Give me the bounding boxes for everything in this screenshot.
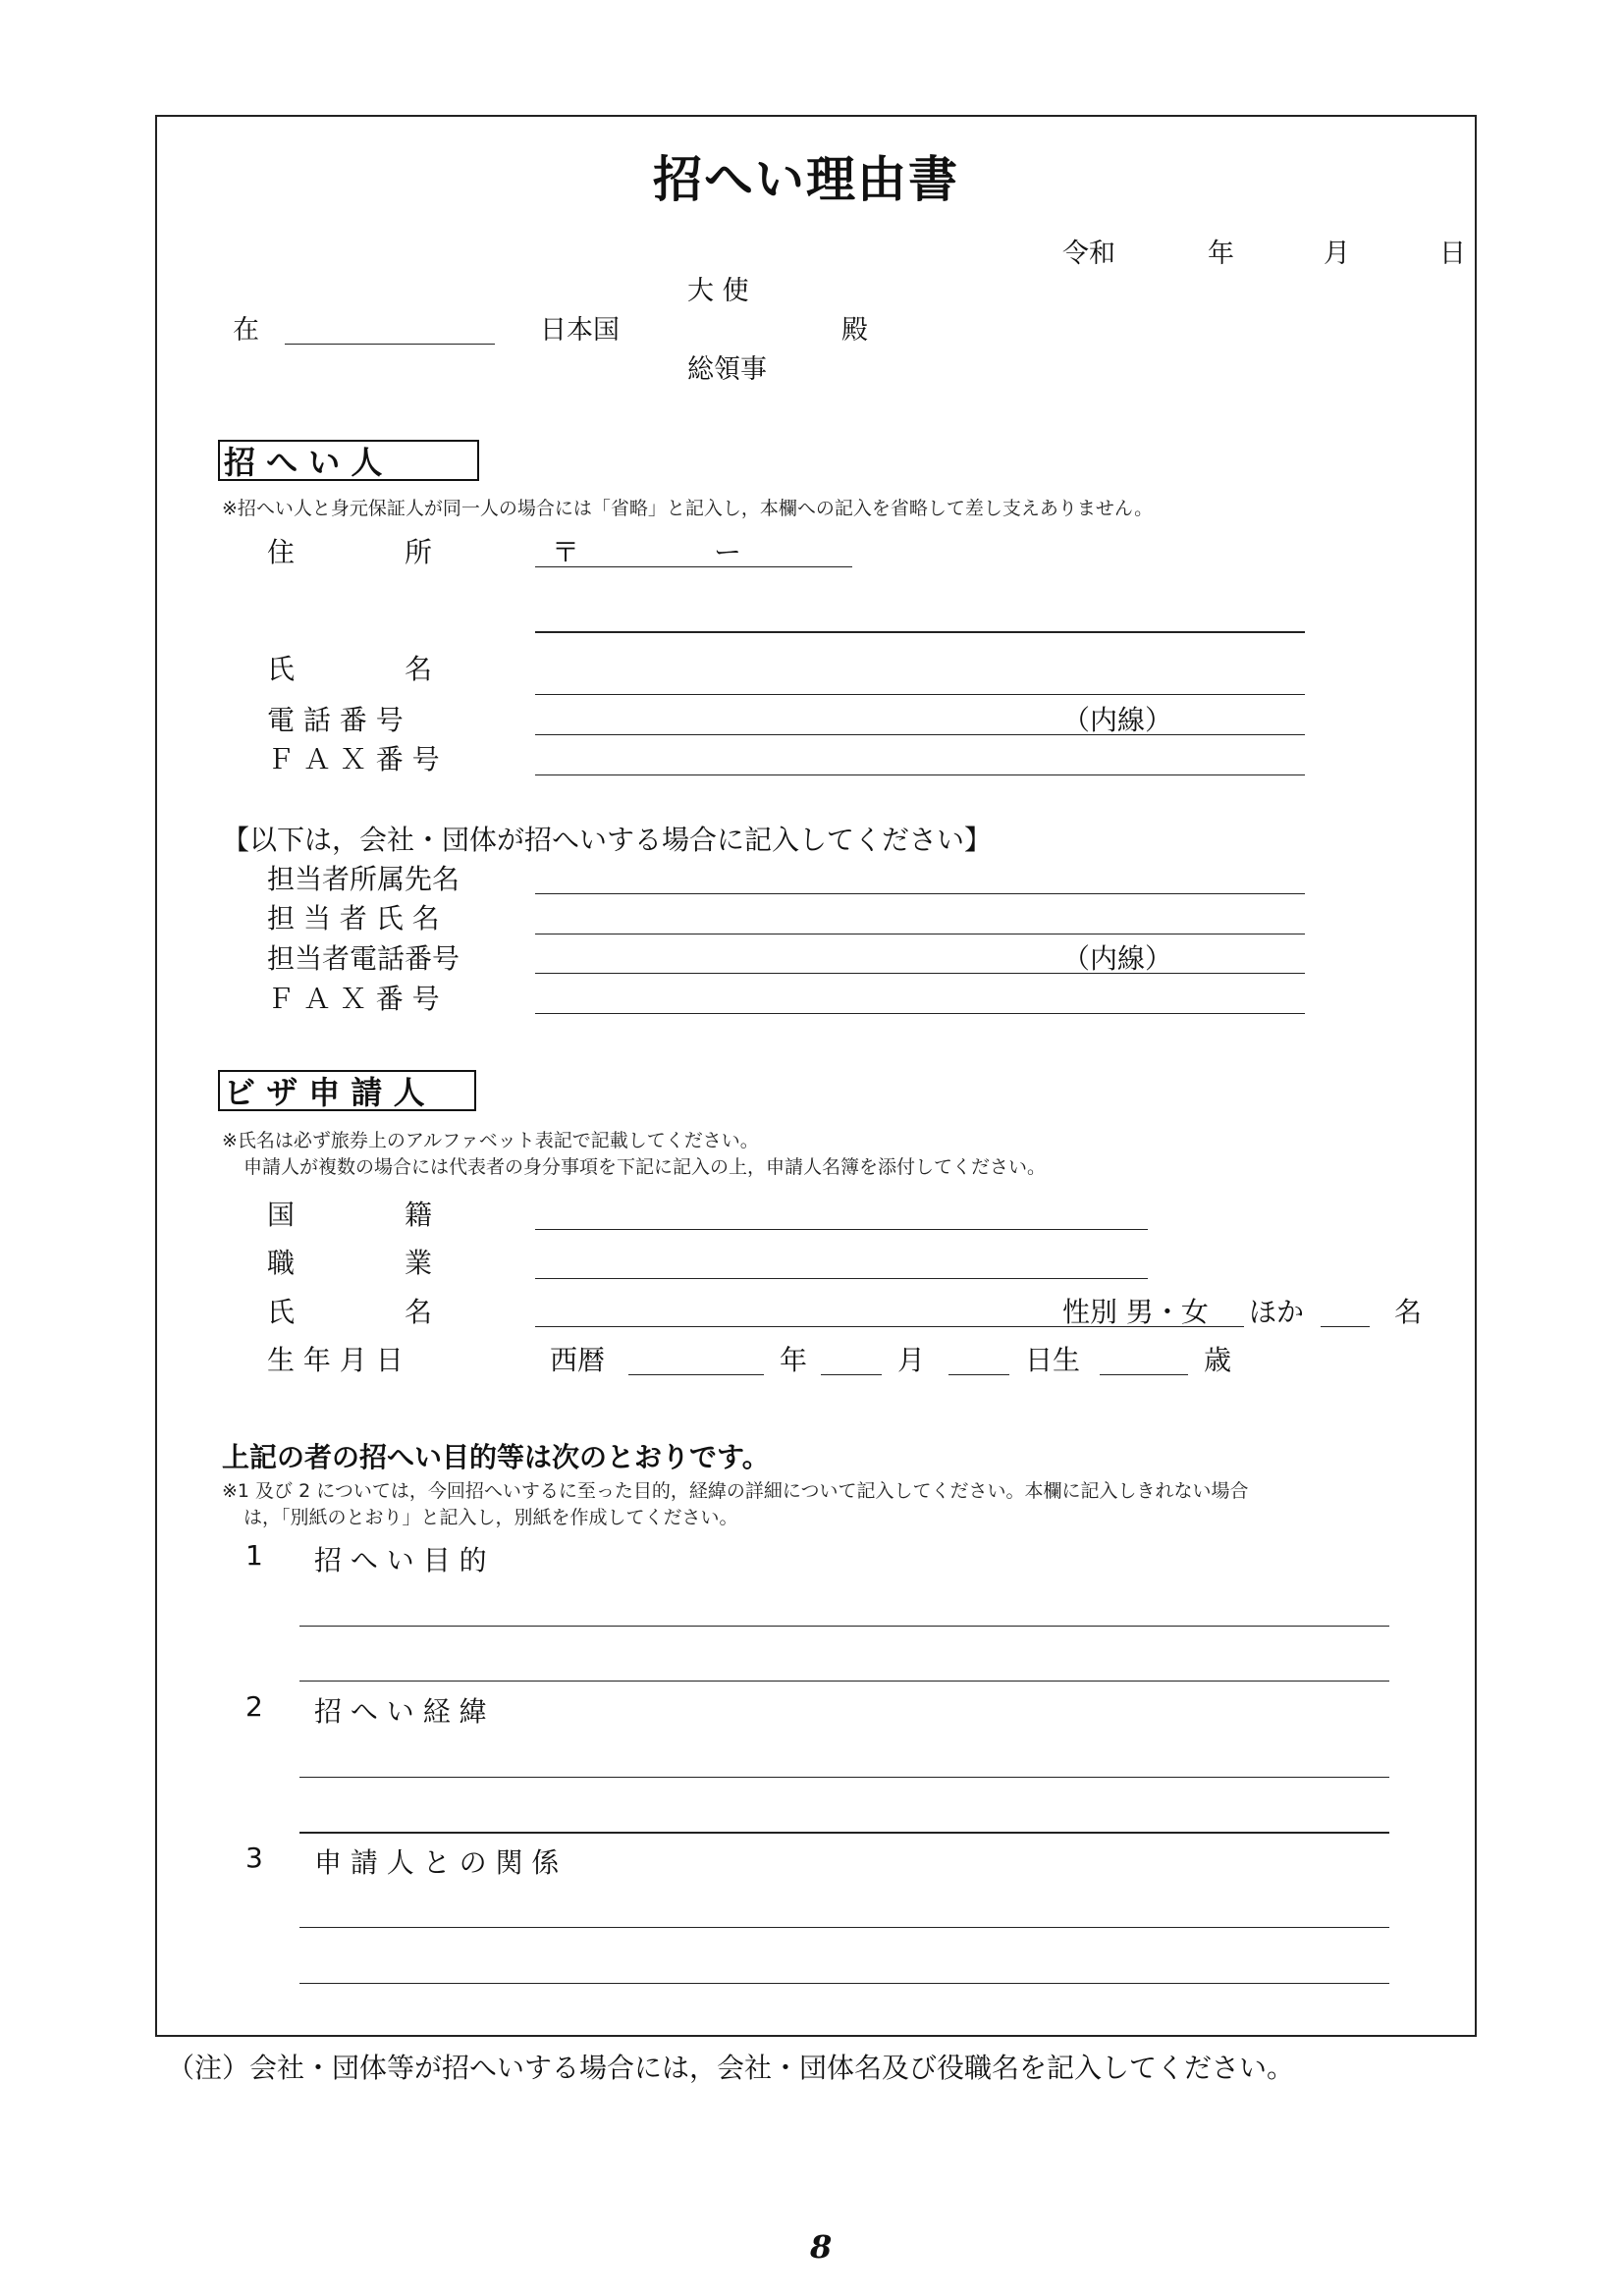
footnote: （注）会社・団体等が招へいする場合には，会社・団体名及び役職名を記入してください。 <box>167 2052 1295 2084</box>
applicant-heading: ビ ザ 申 請 人 <box>218 1070 476 1111</box>
purpose-item-1-line-2[interactable] <box>299 1681 1389 1682</box>
form-title: 招へい理由書 <box>653 151 959 208</box>
applicant-name-field[interactable] <box>535 1326 1244 1327</box>
applicant-gender: 性別 男・女 <box>1062 1296 1209 1328</box>
applicant-count-field[interactable] <box>1321 1326 1370 1327</box>
addressee-honorific: 殿 <box>841 315 868 346</box>
postal-dash: ー <box>714 536 742 568</box>
company-extension-label: （内線） <box>1062 942 1173 975</box>
applicant-birth-label: 生 年 月 日 <box>267 1344 404 1376</box>
birth-month-field[interactable] <box>821 1374 882 1375</box>
company-dept-label: 担当者所属先名 <box>267 863 460 895</box>
inviter-phone-label: 電 話 番 号 <box>267 704 404 736</box>
purpose-item-3-line-1[interactable] <box>299 1927 1389 1928</box>
applicant-nationality-field[interactable] <box>535 1229 1148 1230</box>
date-era: 令和 <box>1062 239 1115 269</box>
birth-day-field[interactable] <box>948 1374 1009 1375</box>
birth-seireki: 西暦 <box>550 1344 606 1376</box>
birth-age: 歳 <box>1204 1344 1232 1376</box>
applicant-note-1: ※氏名は必ず旅券上のアルファベット表記で記載してください。 <box>222 1130 759 1151</box>
postal-code-field[interactable] <box>535 566 852 567</box>
purpose-item-2-label: 招 へ い 経 緯 <box>314 1695 487 1728</box>
birth-day-born: 日生 <box>1025 1344 1081 1376</box>
inviter-fax-field[interactable] <box>535 774 1305 775</box>
applicant-count-unit: 名 <box>1394 1296 1423 1328</box>
birth-year-field[interactable] <box>628 1374 764 1375</box>
applicant-occupation-field[interactable] <box>535 1278 1148 1279</box>
purpose-item-2-line-1[interactable] <box>299 1777 1389 1778</box>
applicant-name-label: 氏 名 <box>267 1296 433 1328</box>
inviter-heading: 招 へ い 人 <box>218 440 479 481</box>
addressee-consul: 総領事 <box>687 354 767 385</box>
applicant-note-2: 申請人が複数の場合には代表者の身分事項を下記に記入の上，申請人名簿を添付してください。 <box>244 1156 1047 1178</box>
applicant-occupation-label: 職 業 <box>267 1247 433 1279</box>
date-day: 日 <box>1439 239 1466 269</box>
company-fax-field[interactable] <box>535 1013 1305 1014</box>
inviter-address-field[interactable] <box>535 631 1305 633</box>
company-phone-label: 担当者電話番号 <box>267 942 460 975</box>
purpose-note-1: ※1 及び 2 については，今回招へいするに至った目的，経緯の詳細について記入してください。本欄に記入しきれない場合 <box>222 1480 1249 1502</box>
purpose-heading: 上記の者の招へい目的等は次のとおりです。 <box>222 1441 770 1473</box>
addressee-ambassador: 大 使 <box>687 276 749 306</box>
inviter-fax-label: Ｆ Ａ Ｘ 番 号 <box>267 743 440 775</box>
company-fax-label: Ｆ Ａ Ｘ 番 号 <box>267 983 440 1015</box>
purpose-note-2: は，「別紙のとおり」と記入し，別紙を作成してください。 <box>244 1507 738 1528</box>
addressee-country: 日本国 <box>540 315 620 346</box>
purpose-item-3-line-2[interactable] <box>299 1983 1389 1984</box>
inviter-phone-field[interactable] <box>535 734 1305 735</box>
birth-year: 年 <box>780 1344 808 1376</box>
inviter-name-label: 氏 名 <box>267 653 433 685</box>
inviter-extension-label: （内線） <box>1062 704 1173 736</box>
company-person-label: 担 当 者 氏 名 <box>267 902 440 934</box>
birth-month: 月 <box>897 1344 926 1376</box>
purpose-item-1-number: 1 <box>245 1539 263 1572</box>
purpose-item-1-line-1[interactable] <box>299 1626 1389 1627</box>
purpose-item-2-number: 2 <box>245 1690 263 1723</box>
company-phone-field[interactable] <box>535 973 1305 974</box>
age-field[interactable] <box>1100 1374 1188 1375</box>
company-dept-field[interactable] <box>535 893 1305 894</box>
page-number: 8 <box>810 2228 833 2266</box>
addressee-prefix: 在 <box>233 315 259 346</box>
date-year: 年 <box>1208 239 1234 269</box>
company-heading: 【以下は，会社・団体が招へいする場合に記入してください】 <box>222 824 993 856</box>
applicant-others: ほか <box>1249 1296 1305 1328</box>
purpose-item-2-line-2[interactable] <box>299 1832 1389 1834</box>
inviter-name-field[interactable] <box>535 694 1305 695</box>
purpose-item-1-label: 招 へ い 目 的 <box>314 1544 487 1576</box>
addressee-location-field[interactable] <box>285 344 495 345</box>
purpose-item-3-label: 申 請 人 と の 関 係 <box>314 1846 560 1879</box>
inviter-address-label: 住 所 <box>267 536 433 568</box>
inviter-note: ※招へい人と身元保証人が同一人の場合には「省略」と記入し，本欄への記入を省略して差し支えありません。 <box>222 498 1154 519</box>
date-month: 月 <box>1324 239 1350 269</box>
postal-mark: 〒 <box>552 536 580 568</box>
applicant-nationality-label: 国 籍 <box>267 1199 433 1231</box>
purpose-item-3-number: 3 <box>245 1842 263 1874</box>
